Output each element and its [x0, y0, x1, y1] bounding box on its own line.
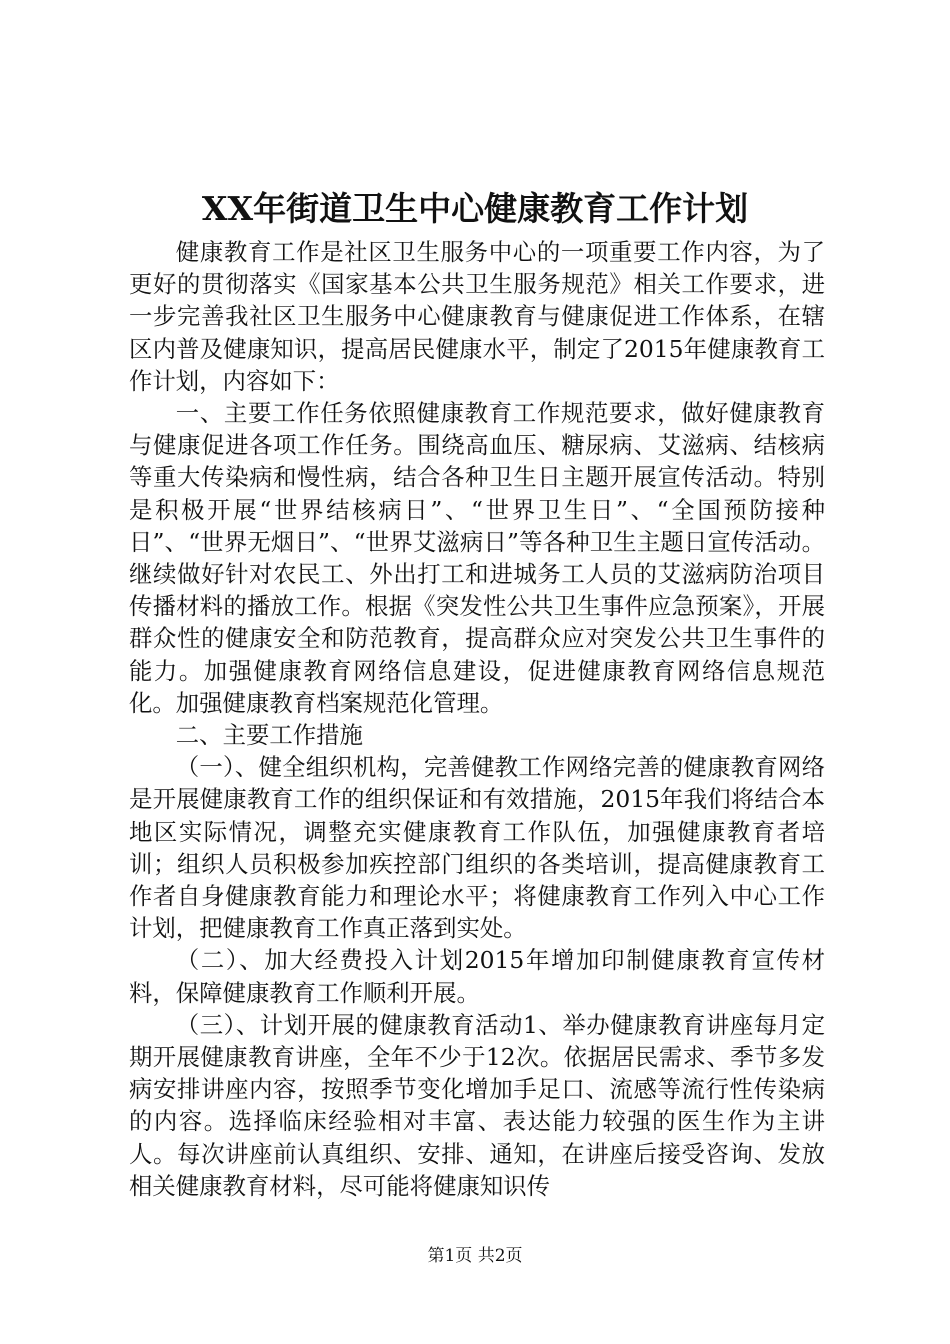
paragraph-measure-funding: （二）、加大经费投入计划2015年增加印制健康教育宣传材料，保障健康教育工作顺利开展。: [129, 946, 825, 1007]
document-title: XX年街道卫生中心健康教育工作计划: [201, 189, 749, 228]
paragraph-intro: 健康教育工作是社区卫生服务中心的一项重要工作内容，为了更好的贯彻落实《国家基本公共卫生服务规范》相关工作要求，进一步完善我社区卫生服务中心健康教育与健康促进工作体系，在辖区内普及健康知识，提高居民健康水平，制定了2015年健康教育工作计划，内容如下：: [129, 238, 825, 395]
paragraph-main-tasks: 一、主要工作任务依照健康教育工作规范要求，做好健康教育与健康促进各项工作任务。围绕高血压、糖尿病、艾滋病、结核病等重大传染病和慢性病，结合各种卫生日主题开展宣传活动。特别是积极开展“世界结核病日”、“世界卫生日”、“全国预防接种日”、“世界无烟日”、“世界艾滋病日”等各种卫生主题日宣传活动。继续做好针对农民工、外出打工和进城务工人员的艾滋病防治项目传播材料的播放工作。根据《突发性公共卫生事件应急预案》，开展群众性的健康安全和防范教育，提高群众应对突发公共卫生事件的能力。加强健康教育网络信息建设，促进健康教育网络信息规范化。加强健康教育档案规范化管理。: [129, 399, 825, 717]
document-body: [129, 236, 825, 1202]
paragraph-measure-activities: （三）、计划开展的健康教育活动1、举办健康教育讲座每月定期开展健康教育讲座，全年不少于12次。依据居民需求、季节多发病安排讲座内容，按照季节变化增加手足口、流感等流行性传染病的内容。选择临床经验相对丰富、表达能力较强的医生作为主讲人。每次讲座前认真组织、安排、通知，在讲座后接受咨询、发放相关健康教育材料，尽可能将健康知识传: [129, 1010, 825, 1200]
paragraph-measures-heading: 二、主要工作措施: [175, 721, 363, 750]
page-footer: 第1页 共2页: [427, 1246, 523, 1266]
paragraph-measure-organization: （一）、健全组织机构，完善健教工作网络完善的健康教育网络是开展健康教育工作的组织保证和有效措施，2015年我们将结合本地区实际情况，调整充实健康教育工作队伍，加强健康教育者培训；组织人员积极参加疾控部门组织的各类培训，提高健康教育工作者自身健康教育能力和理论水平；将健康教育工作列入中心工作计划，把健康教育工作真正落到实处。: [129, 753, 825, 943]
